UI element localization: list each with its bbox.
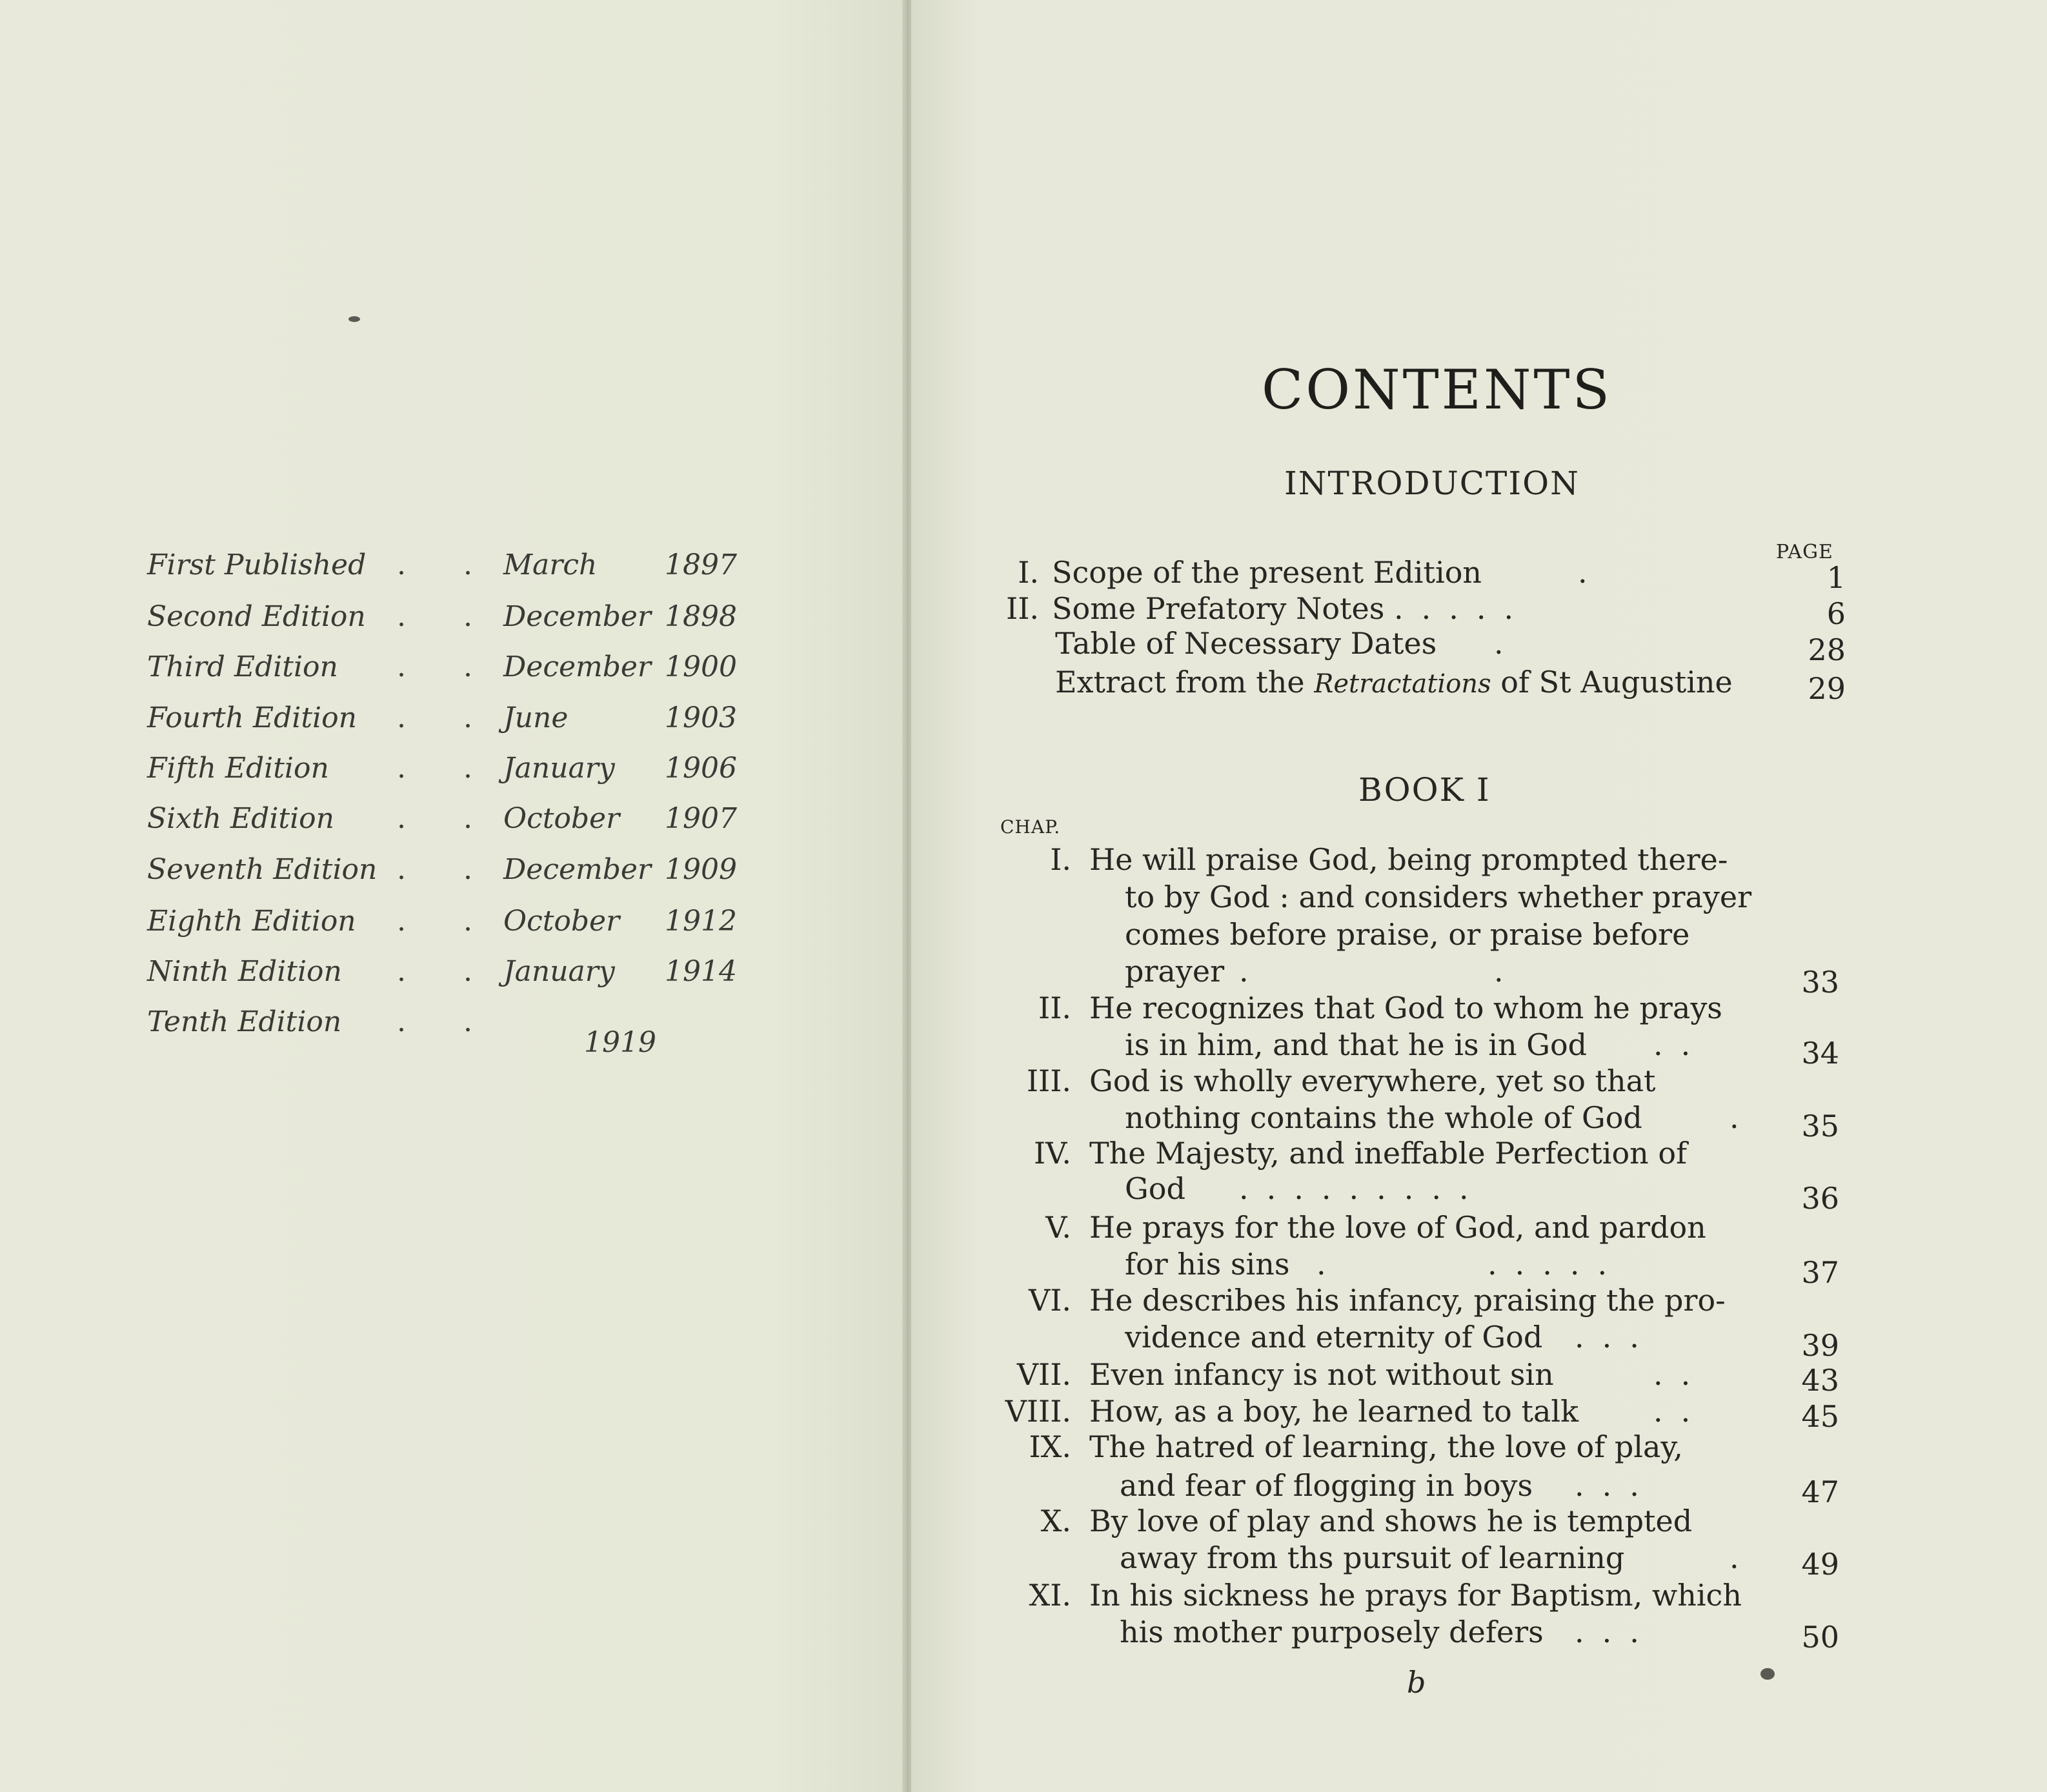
chapter-number: IX. [1029, 1429, 1071, 1464]
edition-month: June [503, 701, 569, 734]
chapter-page: 33 [1801, 965, 1839, 1000]
chapter-line: and fear of flogging in boys [1120, 1468, 1533, 1503]
entry-title: Scope of the present Edition [1052, 555, 1482, 590]
edition-name: Fifth Edition [147, 752, 329, 785]
leader-dot: . [397, 905, 406, 938]
edition-name: Third Edition [147, 650, 338, 683]
entry-italic-text: Retractations [1314, 669, 1491, 699]
edition-name: Tenth Edition [147, 1005, 342, 1038]
leader-dots: . [1729, 1540, 1757, 1575]
leader-dots: . [1316, 1247, 1344, 1282]
leader-dot: . [397, 701, 406, 734]
chapter-number: X. [1040, 1504, 1071, 1538]
chapter-page: 43 [1801, 1363, 1839, 1398]
entry-page: 28 [1808, 632, 1846, 667]
chapter-line: nothing contains the whole of God [1125, 1100, 1642, 1135]
leader-dot: . [463, 853, 472, 886]
chapter-number: I. [1050, 842, 1071, 877]
edition-year: 1897 [665, 549, 737, 581]
edition-year: 1914 [665, 955, 737, 988]
leader-dot: . [463, 752, 472, 785]
edition-name: Seventh Edition [147, 853, 378, 886]
entry-text: Extract from the [1055, 665, 1305, 700]
chapter-page: 39 [1801, 1328, 1839, 1363]
chapter-line: away from ths pursuit of learning [1120, 1540, 1625, 1575]
leader-dots: ..... [1487, 1247, 1626, 1282]
leader-dots: . [1494, 954, 1522, 989]
leader-dots: ..... [1394, 591, 1532, 626]
edition-row [0, 905, 839, 956]
chapter-line: How, as a boy, he learned to talk [1089, 1394, 1578, 1429]
leader-dot: . [397, 650, 406, 683]
leader-dot: . [463, 600, 472, 633]
chapter-line: for his sins [1125, 1247, 1290, 1282]
leader-dots: ... [1575, 1615, 1657, 1649]
ink-speck [348, 316, 360, 322]
leader-dot: . [463, 650, 472, 683]
entry-page: 1 [1826, 560, 1846, 595]
leader-dot: . [463, 549, 472, 581]
chapter-number: II. [1038, 991, 1071, 1025]
chapter-line: prayer [1125, 954, 1225, 989]
edition-month: October [503, 905, 620, 938]
edition-name: Sixth Edition [147, 802, 334, 835]
chapter-line: God [1125, 1171, 1185, 1206]
page-folio: b [1407, 1665, 1426, 1700]
leader-dots: ... [1575, 1320, 1657, 1354]
leader-dot: . [463, 1005, 472, 1038]
section-heading-book: BOOK I [1358, 771, 1491, 809]
edition-name: Fourth Edition [147, 701, 357, 734]
edition-month: December [503, 853, 651, 886]
leader-dots: .. [1653, 1357, 1709, 1392]
edition-row [0, 1005, 839, 1057]
leader-dot: . [397, 752, 406, 785]
entry-number: II. [1006, 591, 1039, 626]
entry-page: 29 [1808, 671, 1846, 706]
chapter-line: By love of play and shows he is tempted [1089, 1504, 1693, 1538]
edition-row [0, 701, 839, 753]
edition-year: 1907 [665, 802, 737, 835]
edition-month: January [503, 955, 615, 988]
edition-month: December [503, 600, 651, 633]
edition-year: 1912 [665, 905, 737, 938]
chapter-page: 50 [1801, 1620, 1839, 1655]
leader-dots: . [1494, 626, 1522, 661]
chapter-page: 49 [1801, 1547, 1839, 1582]
edition-year: 1909 [665, 853, 737, 886]
chapter-line: God is wholly everywhere, yet so that [1089, 1063, 1656, 1098]
leader-dots: . [1578, 555, 1606, 590]
chapter-line: He recognizes that God to whom he prays [1089, 991, 1722, 1025]
leader-dot: . [397, 549, 406, 581]
ink-speck [1760, 1668, 1775, 1680]
chapter-line: comes before praise, or praise before [1125, 917, 1690, 952]
entry-text: of St Augustine [1500, 665, 1733, 700]
edition-row [0, 853, 839, 905]
entry-title: Table of Necessary Dates [1055, 626, 1437, 661]
entry-title [1055, 665, 1733, 700]
chapter-page: 37 [1801, 1255, 1839, 1290]
leader-dots: ......... [1239, 1171, 1487, 1206]
chapter-number: VII. [1016, 1357, 1071, 1392]
chapter-line: He prays for the love of God, and pardon [1089, 1210, 1706, 1245]
leader-dot: . [463, 701, 472, 734]
chapter-page: 47 [1801, 1475, 1839, 1509]
chapter-line: The Majesty, and ineffable Perfection of [1089, 1136, 1688, 1171]
chapter-page: 34 [1801, 1036, 1839, 1071]
chapter-number: VI. [1028, 1283, 1071, 1318]
edition-name: First Published [147, 549, 367, 581]
section-heading-introduction: INTRODUCTION [1284, 465, 1580, 502]
chapter-line: He will praise God, being prompted there- [1089, 842, 1728, 877]
edition-year: 1900 [665, 650, 737, 683]
entry-page: 6 [1826, 596, 1846, 631]
edition-year: 1903 [665, 701, 737, 734]
chapter-line: In his sickness he prays for Baptism, which [1089, 1578, 1742, 1613]
edition-month: October [503, 802, 620, 835]
entry-title: Some Prefatory Notes [1052, 591, 1385, 626]
chapter-number: IV. [1034, 1136, 1071, 1171]
chapter-line: Even infancy is not without sin [1089, 1357, 1554, 1392]
edition-year: 1906 [665, 752, 737, 785]
entry-number: I. [1018, 555, 1039, 590]
leader-dots: . [1239, 954, 1267, 989]
chapter-line: his mother purposely defers [1120, 1615, 1544, 1649]
chapter-line: to by God : and considers whether prayer [1125, 880, 1752, 914]
chapter-line: The hatred of learning, the love of play, [1089, 1429, 1683, 1464]
chapter-page: 45 [1801, 1399, 1839, 1434]
edition-row [0, 600, 839, 652]
chapter-column-label: CHAP. [1000, 816, 1061, 838]
leader-dot: . [463, 802, 472, 835]
edition-name: Second Edition [147, 600, 366, 633]
leader-dot: . [397, 1005, 406, 1038]
edition-name: Ninth Edition [147, 955, 342, 988]
edition-row [0, 752, 839, 803]
edition-month: December [503, 650, 651, 683]
edition-row [0, 650, 839, 702]
chapter-number: V. [1045, 1210, 1071, 1245]
edition-row [0, 802, 839, 854]
page-column-label: PAGE [1776, 541, 1833, 563]
chapter-page: 35 [1801, 1109, 1839, 1143]
leader-dots: ... [1575, 1468, 1657, 1503]
leader-dots: .. [1653, 1027, 1709, 1062]
chapter-number: III. [1026, 1063, 1071, 1098]
leader-dot: . [397, 853, 406, 886]
chapter-number: VIII. [1005, 1394, 1071, 1429]
page-title: CONTENTS [1262, 358, 1613, 421]
chapter-page: 36 [1801, 1181, 1839, 1216]
edition-month: January [503, 752, 615, 785]
chapter-line: He describes his infancy, praising the pro- [1089, 1283, 1726, 1318]
edition-year: 1898 [665, 600, 737, 633]
edition-year: 1919 [584, 1026, 656, 1059]
leader-dot: . [463, 955, 472, 988]
leader-dot: . [463, 905, 472, 938]
leader-dot: . [397, 802, 406, 835]
chapter-line: is in him, and that he is in God [1125, 1027, 1588, 1062]
leader-dots: . [1729, 1100, 1757, 1135]
edition-row [0, 549, 839, 600]
edition-row [0, 955, 839, 1007]
leader-dot: . [397, 955, 406, 988]
chapter-line: vidence and eternity of God [1125, 1320, 1543, 1354]
leader-dots: .. [1653, 1394, 1709, 1429]
chapter-number: XI. [1029, 1578, 1071, 1613]
edition-name: Eighth Edition [147, 905, 356, 938]
leader-dot: . [397, 600, 406, 633]
edition-month: March [503, 549, 598, 581]
